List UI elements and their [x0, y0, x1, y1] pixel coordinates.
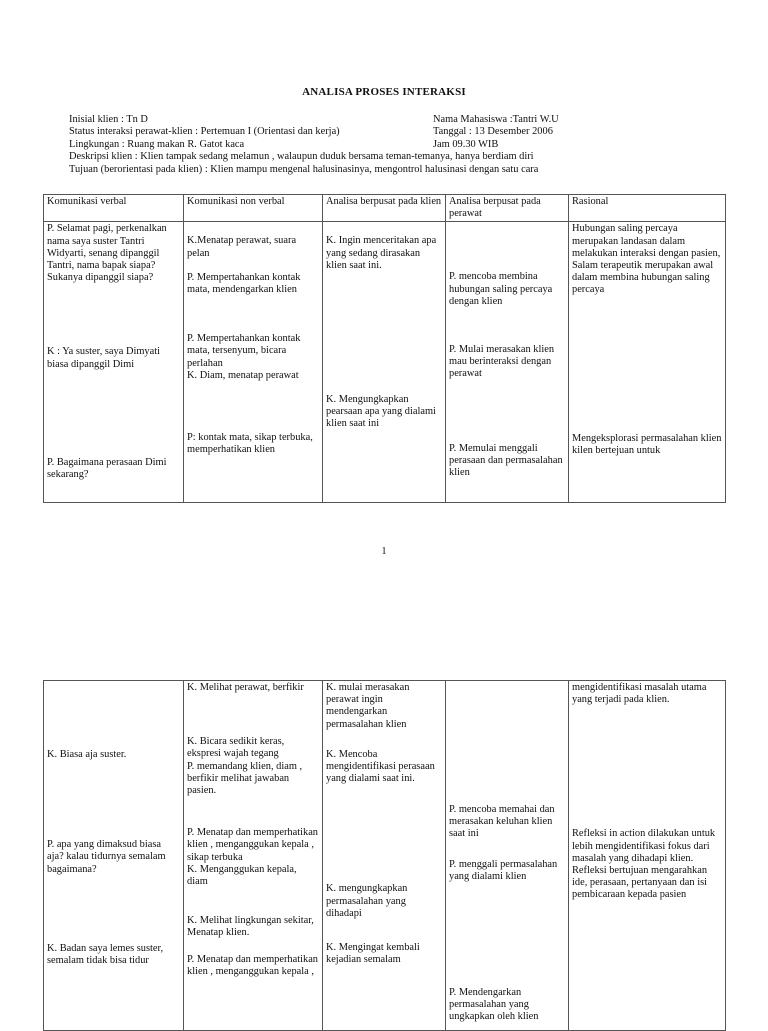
- page-title: ANALISA PROSES INTERAKSI: [302, 86, 466, 98]
- client-analysis-entry: K. Mengungkapkan pearsaan apa yang dialami klien saat ini: [326, 394, 436, 430]
- nurse-analysis-entry: P. menggali permasalahan yang dialami klien: [449, 858, 558, 882]
- header-rationale: Rasional: [569, 195, 726, 222]
- cell-nonverbal: [184, 681, 323, 1031]
- client-analysis-entry: K. mengungkapkan permasalahan yang dihadapi: [326, 883, 408, 919]
- verbal-entry: K : Ya suster, saya Dimyati biasa dipanggil Dimi: [47, 346, 161, 370]
- rationale-entry: Refleksi in action dilakukan untuk lebih mengidentifikasi fokus dari masalah yang dihadapi klien. Refleksi bertujuan mengarahkan ide, perasaan, pertanyaan dan isi pembicaraan kepada pasien: [572, 828, 716, 901]
- verbal-entry: P. apa yang dimaksud biasa aja? kalau tidurnya semalam bagaimana?: [47, 839, 166, 875]
- table-row: [44, 222, 726, 503]
- client-analysis-entry: K. Mengingat kembali kejadian semalam: [326, 942, 420, 966]
- client-initial: Inisial klien : Tn D: [69, 114, 148, 125]
- nurse-analysis-entry: P. Mulai merasakan klien mau berinteraksi dengan perawat: [449, 344, 555, 380]
- verbal-entry: K. Biasa aja suster.: [47, 749, 127, 760]
- nonverbal-entry: P. Menatap dan memperhatikan klien , menganggukan kepala , sikap terbuka: [187, 827, 318, 863]
- header-nonverbal: Komunikasi non verbal: [184, 195, 323, 222]
- cell-rationale: [569, 681, 726, 1031]
- header-verbal: Komunikasi verbal: [44, 195, 184, 222]
- time: Jam 09.30 WIB: [433, 138, 499, 150]
- nurse-analysis-entry: P. Mendengarkan permasalahan yang ungkapkan oleh klien: [449, 987, 539, 1023]
- nonverbal-entry: P: kontak mata, sikap terbuka, memperhatikan klien: [187, 432, 313, 456]
- student-name: Nama Mahasiswa :Tantri W.U: [433, 114, 559, 125]
- nonverbal-entry: P. Menatap dan memperhatikan klien , menganggukan kepala ,: [187, 953, 318, 977]
- cell-rationale: [569, 222, 726, 503]
- nonverbal-entry: K. Diam, menatap perawat: [187, 369, 299, 381]
- nonverbal-entry: K. Melihat perawat, berfikir: [187, 682, 304, 693]
- cell-client-analysis: [323, 222, 446, 503]
- nonverbal-entry: K. Menganggukan kepala, diam: [187, 863, 297, 888]
- cell-nurse-analysis: [446, 681, 569, 1031]
- header-nurse-analysis: Analisa berpusat pada perawat: [446, 195, 569, 222]
- client-analysis-entry: K. Ingin menceritakan apa yang sedang dirasakan klien saat ini.: [326, 235, 437, 271]
- nonverbal-entry: K. Bicara sedikit keras, ekspresi wajah tegang: [187, 736, 285, 760]
- cell-verbal: [44, 222, 184, 503]
- verbal-entry: P. Bagaimana perasaan Dimi sekarang?: [47, 456, 167, 481]
- environment: Lingkungan : Ruang makan R. Gatot kaca: [69, 138, 245, 150]
- goal: Tujuan (berorientasi pada klien) : Klien mampu mengenal halusinasinya, mengontrol halusinasi dengan satu cara: [69, 163, 539, 175]
- nurse-analysis-entry: P. mencoba memahai dan merasakan keluhan klien saat ini: [449, 804, 555, 840]
- cell-nurse-analysis: [446, 222, 569, 503]
- client-analysis-entry: K. Mencoba mengidentifikasi perasaan yang dialami saat ini.: [326, 748, 435, 785]
- client-description: Deskripsi klien : Klien tampak sedang melamun , walaupun duduk bersama teman-temanya, hanya berdiam diri: [69, 151, 534, 163]
- nonverbal-entry: K.Menatap perawat, suara pelan: [187, 235, 297, 259]
- nonverbal-entry: P. memandang klien, diam , berfikir melihat jawaban pasien.: [187, 760, 303, 797]
- nurse-analysis-entry: P. Memulai menggali perasaan dan permasalahan klien: [449, 442, 563, 479]
- rationale-entry: Hubungan saling percaya merupakan landasan dalam melakukan interaksi dengan pasien, Salam terapeutik merupakan awal dalam membina hubungan saling percaya: [572, 223, 721, 296]
- cell-client-analysis: [323, 681, 446, 1031]
- interaction-status: Status interaksi perawat-klien : Pertemuan I (Orientasi dan kerja): [69, 126, 340, 138]
- table-header-row: [44, 195, 726, 222]
- nonverbal-entry: P. Mempertahankan kontak mata, tersenyum, bicara perlahan: [187, 333, 301, 369]
- client-info-block: [69, 114, 729, 176]
- nonverbal-entry: K. Melihat lingkungan sekitar, Menatap klien.: [187, 915, 314, 939]
- cell-verbal: [44, 681, 184, 1031]
- verbal-entry: P. Selamat pagi, perkenalkan nama saya suster Tantri Widyarti, senang dipanggil Tantri, nama bapak siapa? Sukanya dipanggil siapa?: [47, 223, 167, 284]
- nonverbal-entry: P. Mempertahankan kontak mata, mendengarkan klien: [187, 271, 301, 296]
- interaction-table-page2: [43, 680, 726, 1031]
- page-number: 1: [381, 546, 387, 557]
- client-analysis-entry: K. mulai merasakan perawat ingin mendengarkan permasalahan klien: [326, 682, 410, 730]
- date: Tanggal : 13 Desember 2006: [433, 126, 553, 138]
- rationale-entry: Mengeksplorasi permasalahan klien kilen bertejuan untuk: [572, 432, 722, 456]
- rationale-entry: mengidentifikasi masalah utama yang terjadi pada klien.: [572, 682, 707, 706]
- nurse-analysis-entry: P. mencoba membina hubungan saling percaya dengan klien: [449, 271, 553, 307]
- interaction-table-page1: [43, 194, 726, 503]
- table-row: [44, 681, 726, 1031]
- header-client-analysis: Analisa berpusat pada klien: [323, 195, 446, 222]
- verbal-entry: K. Badan saya lemes suster, semalam tidak bisa tidur: [47, 942, 164, 967]
- cell-nonverbal: [184, 222, 323, 503]
